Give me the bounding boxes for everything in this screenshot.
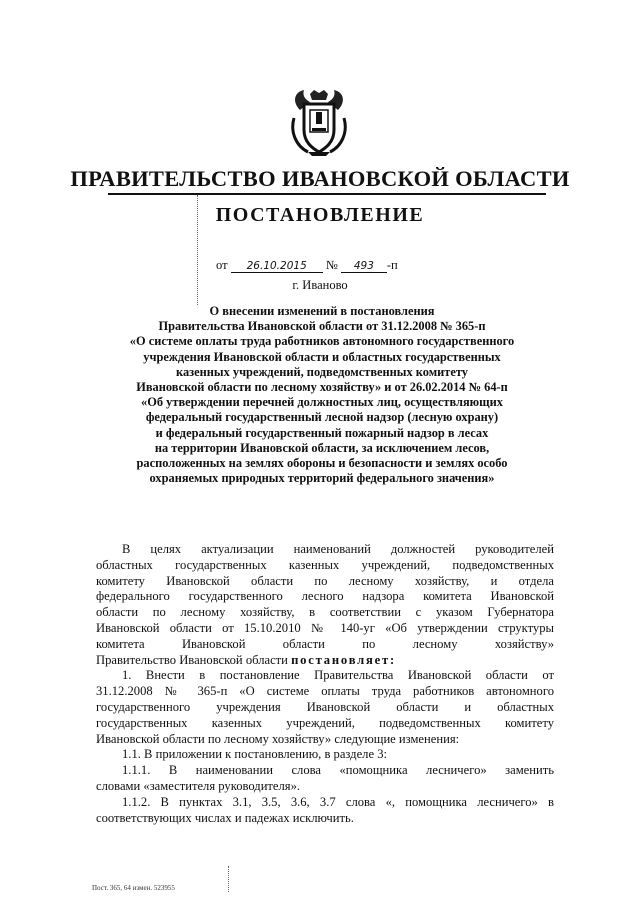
number-prefix: №: [325, 258, 338, 272]
preamble-line: федерального государственного лесного надзора комитета Ивановской: [96, 589, 554, 604]
heading-line: и федеральный государственный пожарный надзор в лесах: [155, 425, 489, 440]
heading-line: Правительства Ивановской области от 31.12.2008 № 365-п: [158, 319, 486, 334]
document-date: 26.10.2015: [231, 260, 323, 273]
heading-line: «О системе оплаты труда работников автономного государственного: [129, 334, 515, 349]
item-1-line: 31.12.2008 № 365-п «О системе оплаты труда работников автономного: [96, 684, 554, 699]
decree-word: постановляет:: [291, 652, 396, 667]
item-1-1-1-line: 1.1.1. В наименовании слова «помощника лесничего» заменить: [122, 763, 554, 778]
heading-line: Ивановской области по лесному хозяйству» и от 26.02.2014 № 64-п: [136, 380, 508, 395]
heading-line: расположенных на землях обороны и безопасности и землях особо: [136, 456, 508, 471]
date-prefix: от: [216, 258, 228, 272]
item-1-1-1-line: словами «заместителя руководителя».: [96, 778, 301, 793]
number-suffix: -п: [386, 258, 398, 272]
heading-line: «Об утверждении перечней должностных лиц, осуществляющих: [141, 395, 503, 410]
date-number-line: [216, 258, 398, 273]
item-1-1: 1.1. В приложении к постановлению, в разделе 3:: [122, 747, 387, 762]
item-1-line: государственных казенных учреждений, подведомственных комитету: [96, 715, 554, 730]
item-1-1-2-line: 1.1.2. В пунктах 3.1, 3.5, 3.6, 3.7 слова «, помощника лесничего» в: [122, 794, 554, 809]
decree-prefix: Правительство Ивановской области: [96, 652, 288, 667]
heading-line: учреждения Ивановской области и областных государственных: [143, 349, 501, 364]
document-number: 493: [341, 260, 387, 273]
preamble-line: Ивановской области от 15.10.2010 № 140-уг «Об утверждении структуры: [96, 620, 554, 635]
heading-line: на территории Ивановской области, за исключением лесов,: [154, 440, 490, 455]
heading-line: казенных учреждений, подведомственных комитету: [176, 364, 468, 379]
item-1-line: государственного учреждения Ивановской области и областных: [96, 699, 554, 714]
coat-of-arms-emblem: [288, 88, 350, 158]
heading-line: О внесении изменений в постановления: [209, 304, 435, 318]
preamble-line: комитету Ивановской области по лесному хозяйству, и отдела: [96, 573, 554, 588]
heading-line: охраняемых природных территорий федерального значения»: [149, 471, 495, 486]
heading-line: федеральный государственный лесной надзор (лесную охрану): [145, 410, 499, 425]
decree-line: [96, 653, 554, 669]
margin-mark: [228, 866, 229, 892]
item-1-line: Ивановской области по лесному хозяйству» следующие изменения:: [96, 731, 460, 746]
title-underline: [108, 193, 546, 195]
organization-title: ПРАВИТЕЛЬСТВО ИВАНОВСКОЙ ОБЛАСТИ: [70, 166, 570, 191]
item-1-1-2-line: соответствующих числах и падежах исключить.: [96, 810, 354, 825]
preamble-line: В целях актуализации наименований должностей руководителей: [122, 542, 554, 556]
footer-note: Пост. 365, 64 измен. 523955: [92, 884, 175, 892]
document-type: ПОСТАНОВЛЕНИЕ: [215, 204, 425, 226]
preamble-line: области по лесному хозяйству, в соответствии с указом Губернатора: [96, 605, 554, 620]
preamble-line: комитета Ивановской области по лесному хозяйству»: [96, 636, 554, 651]
item-1-line: 1. Внести в постановление Правительства Ивановской области от: [122, 668, 554, 683]
preamble-line: областных государственных казенных учреждений, подведомственных: [96, 557, 554, 572]
document-body: [96, 542, 554, 826]
document-city: г. Иваново: [292, 278, 348, 292]
document-heading: [96, 304, 548, 486]
